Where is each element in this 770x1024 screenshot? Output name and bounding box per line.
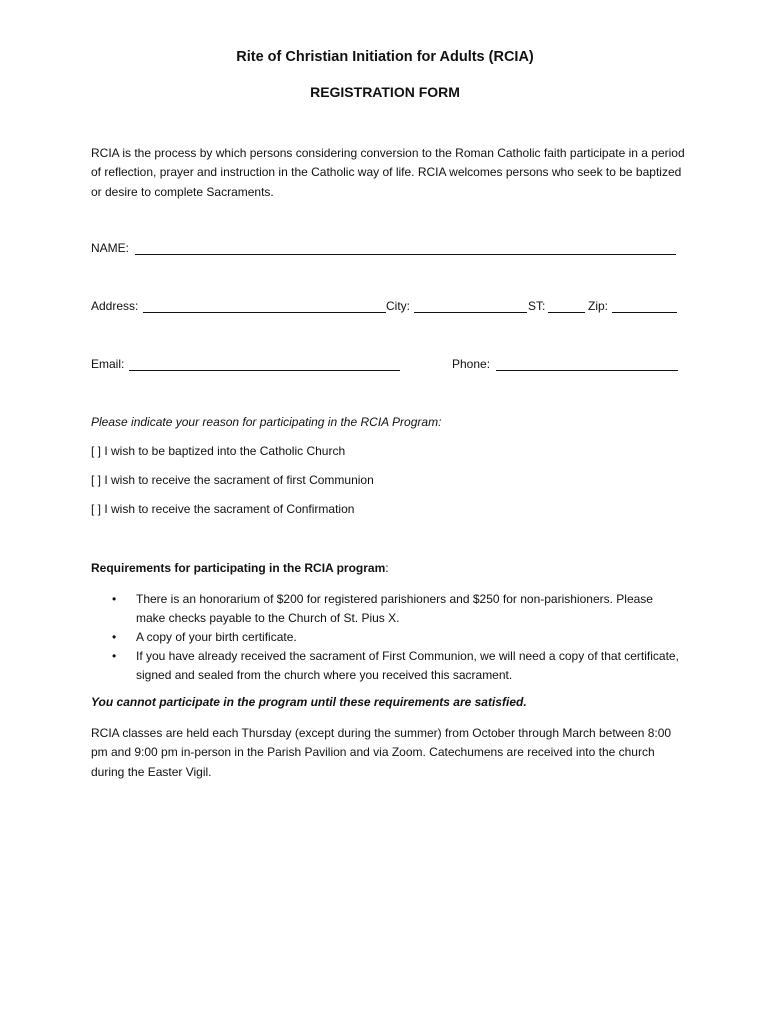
form-subtitle: REGISTRATION FORM — [310, 84, 460, 100]
requirements-list — [112, 590, 682, 685]
zip-label: Zip: — [588, 299, 609, 313]
requirements-heading-text: Requirements for participating in the RCIA program — [91, 561, 386, 575]
phone-field[interactable] — [496, 356, 678, 371]
requirement-communion-certificate: If you have already received the sacrament of First Communion, we will need a copy of that certificate, signed and sealed from the church where you received this sacrament. — [136, 649, 679, 682]
requirements-warning: You cannot participate in the program until these requirements are satisfied. — [91, 695, 527, 709]
list-item — [112, 647, 682, 685]
list-item — [112, 590, 682, 628]
reason-option-baptism[interactable]: [ ] I wish to be baptized into the Catholic Church — [91, 444, 346, 458]
intro-paragraph: RCIA is the process by which persons considering conversion to the Roman Catholic faith participate in a period of reflection, prayer and instruction in the Catholic way of life. RCIA welcomes persons who seek to be baptized or desire to complete Sacraments. — [91, 146, 685, 199]
bullet-icon: • — [112, 630, 117, 644]
requirement-birth-certificate: A copy of your birth certificate. — [136, 630, 297, 644]
requirements-heading-colon: : — [385, 561, 389, 575]
requirements-heading — [91, 561, 389, 575]
bullet-icon: • — [112, 649, 117, 663]
name-label: NAME: — [91, 241, 130, 255]
state-label: ST: — [528, 299, 546, 313]
reason-option-communion[interactable]: [ ] I wish to receive the sacrament of first Communion — [91, 473, 374, 487]
list-item — [112, 628, 682, 647]
reason-heading: Please indicate your reason for participating in the RCIA Program: — [91, 415, 442, 429]
city-label: City: — [386, 299, 410, 313]
address-field[interactable] — [143, 298, 386, 313]
zip-field[interactable] — [612, 298, 677, 313]
email-label: Email: — [91, 357, 125, 371]
name-field[interactable] — [135, 240, 676, 255]
address-label: Address: — [91, 299, 139, 313]
phone-label: Phone: — [452, 357, 491, 371]
reason-option-confirmation[interactable]: [ ] I wish to receive the sacrament of Confirmation — [91, 502, 355, 516]
city-field[interactable] — [414, 298, 527, 313]
email-field[interactable] — [129, 356, 400, 371]
requirement-honorarium: There is an honorarium of $200 for registered parishioners and $250 for non-parishioners. Please make checks payable to the Church of St. Pius X. — [136, 592, 653, 625]
state-field[interactable] — [548, 298, 585, 313]
form-title: Rite of Christian Initiation for Adults (RCIA) — [236, 49, 534, 65]
bullet-icon: • — [112, 592, 117, 606]
closing-paragraph: RCIA classes are held each Thursday (except during the summer) from October through March between 8:00 pm and 9:00 pm in-person in the Parish Pavilion and via Zoom. Catechumens are received into the church during the Easter Vigil. — [91, 726, 672, 779]
